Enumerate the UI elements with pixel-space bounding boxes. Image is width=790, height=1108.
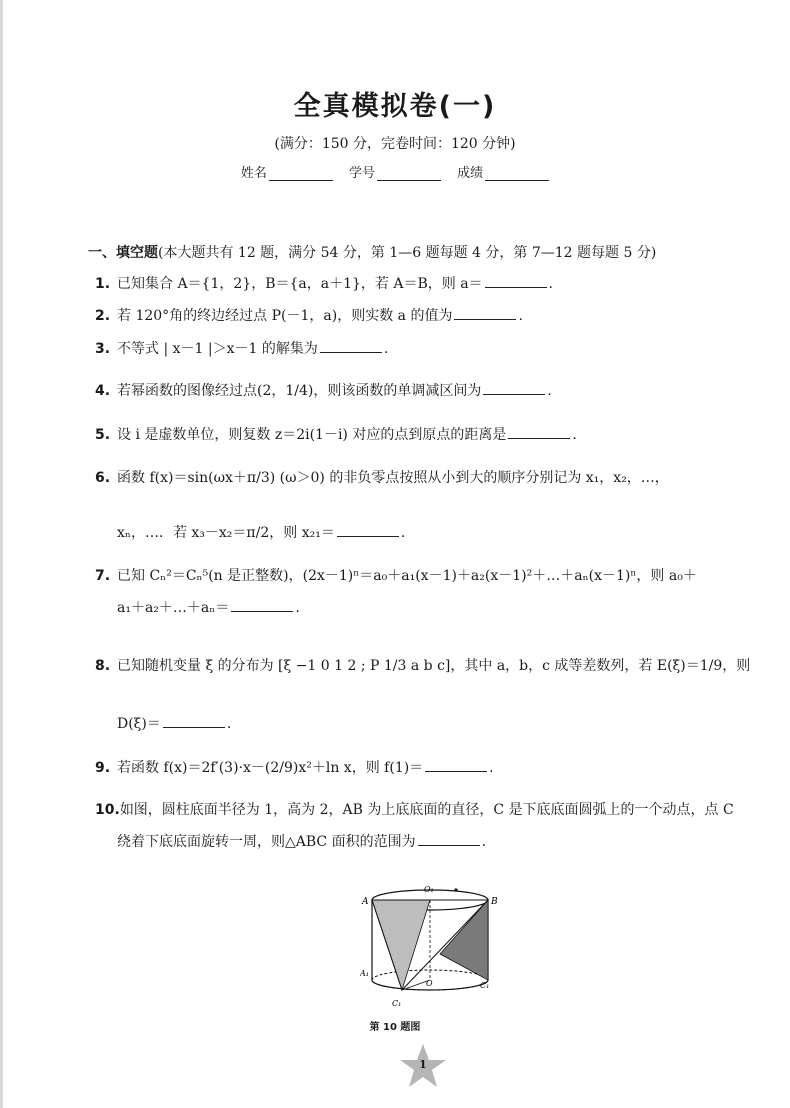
question-2: 2. 若 120°角的终边经过点 P(－1，a)，则实数 a 的值为 . — [95, 308, 523, 324]
figure-caption: 第 10 题图 — [369, 1022, 421, 1033]
student-id-field: 学号 — [349, 162, 441, 181]
page-number: 1 — [419, 1058, 427, 1071]
question-3: 3. 不等式 | x－1 |＞x－1 的解集为 . — [95, 341, 389, 357]
question-6: 6. 函数 f(x)＝sin(ωx＋π/3) (ω＞0) 的非负零点按照从小到大的顺序分别记为 x₁，x₂，…， — [95, 470, 669, 486]
answer-blank — [418, 833, 480, 846]
label-c: C₁ — [480, 981, 490, 990]
label-a1: A₁ — [360, 969, 369, 978]
question-6-cont: xₙ，…．若 x₃－x₂＝π/2，则 x₂₁＝ . — [117, 525, 406, 541]
answer-blank — [320, 340, 382, 353]
answer-blank — [508, 426, 570, 439]
exam-subtitle: (满分：150 分，完卷时间：120 分钟) — [274, 136, 516, 152]
question-10: 10.如图，圆柱底面半径为 1，高为 2，AB 为上底底面的直径，C 是下底底面圆弧上的一个动点，点 C — [95, 802, 734, 818]
score-field: 成绩 — [457, 162, 549, 181]
name-field: 姓名 — [241, 162, 333, 181]
label-b: B — [491, 897, 498, 907]
cylinder-figure — [360, 882, 500, 1010]
page-title: 全真模拟卷(一) — [293, 91, 497, 122]
question-4: 4. 若幂函数的图像经过点(2，1/4)，则该函数的单调减区间为 . — [95, 383, 552, 399]
question-5: 5. 设 i 是虚数单位，则复数 z＝2i(1－i) 对应的点到原点的距离是 . — [95, 427, 577, 443]
label-o1: O₁ — [424, 885, 434, 894]
question-8: 8. 已知随机变量 ξ 的分布为 [ξ −1 0 1 2 ; P 1/3 a b c]，其中 a，b，c 成等差数列，若 E(ξ)＝1/9，则 — [95, 658, 751, 674]
label-a: A — [362, 897, 369, 907]
question-7: 7. 已知 Cₙ²＝Cₙ⁵(n 是正整数)，(2x－1)ⁿ＝a₀＋a₁(x－1)＋a₂(x－1)²＋…＋aₙ(x－1)ⁿ，则 a₀＋ — [95, 568, 697, 584]
section-note: (本大题共有 12 题，满分 54 分，第 1—6 题每题 4 分，第 7—12 题每题 5 分) — [158, 245, 657, 261]
question-9: 9. 若函数 f(x)＝2f′(3)·x－(2/9)x²＋ln x，则 f(1)＝ . — [95, 760, 494, 776]
answer-blank — [454, 307, 516, 320]
answer-blank — [163, 715, 225, 728]
question-10-cont: 绕着下底底面旋转一周，则△ABC 面积的范围为 . — [117, 834, 487, 850]
section-heading: 一、填空题(本大题共有 12 题，满分 54 分，第 1—6 题每题 4 分，第 7—12 题每题 5 分) — [88, 245, 657, 261]
question-1: 1. 已知集合 A＝{1，2}，B＝{a，a＋1}，若 A＝B，则 a＝ . — [95, 276, 553, 292]
shaded-face-right — [440, 900, 488, 980]
question-8-cont: D(ξ)＝ . — [117, 716, 232, 732]
question-7-cont: a₁＋a₂＋…＋aₙ＝ . — [117, 600, 300, 616]
label-o: O — [426, 979, 433, 988]
student-info — [0, 162, 790, 181]
shaded-face-left — [372, 900, 430, 990]
answer-blank — [485, 275, 547, 288]
answer-blank — [425, 759, 487, 772]
answer-blank — [337, 524, 399, 537]
answer-blank — [483, 382, 545, 395]
point-dot — [454, 888, 457, 891]
label-c1: C₁ — [392, 999, 402, 1008]
answer-blank — [231, 599, 293, 612]
